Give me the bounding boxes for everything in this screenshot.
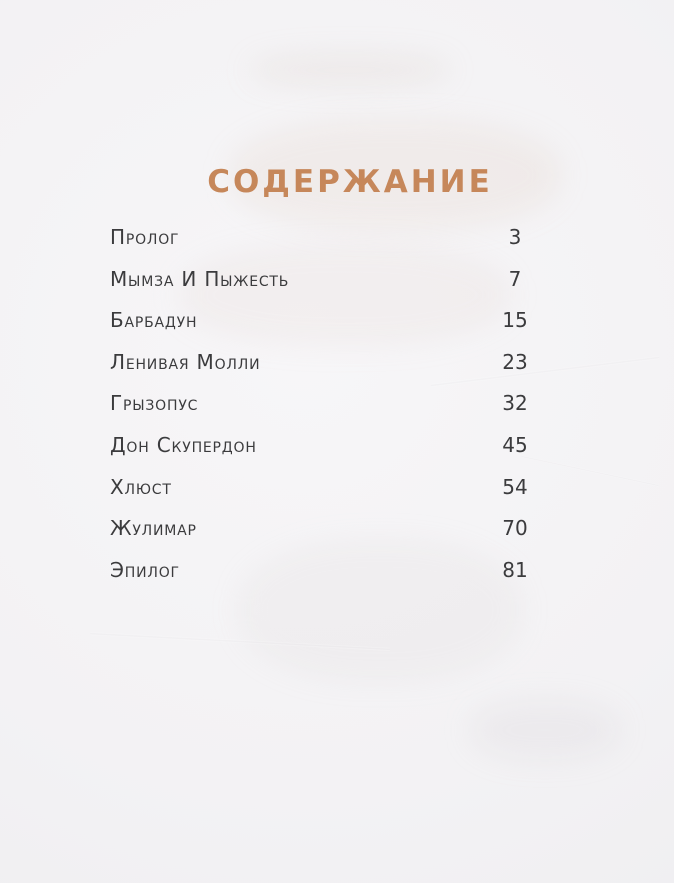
toc-entry-page-number: 3 [508,225,522,249]
toc-entry [110,268,540,310]
toc-entry-page-number: 45 [502,432,528,457]
paper-crease [90,632,390,651]
toc-entry-title: Грызопус [110,391,199,416]
toc-entry [110,476,540,518]
toc-entry-page-number: 54 [502,474,528,499]
paper-crease [521,455,658,486]
toc-entry [110,517,540,559]
toc-entry-page-number: 81 [502,557,528,582]
toc-entry-title: Жулимар [110,516,197,541]
toc-entry [110,309,540,351]
toc-entry [110,434,540,476]
toc-entry-title: Хлюст [110,474,172,499]
toc-entry [110,392,540,434]
toc-entry-page-number: 7 [508,266,522,291]
toc-entry [110,226,540,268]
toc-entry-title: Ленивая Молли [110,349,261,374]
toc-entry [110,351,540,393]
toc-entry [110,559,540,601]
toc-entry-title: Эпилог [110,557,180,582]
cover-show-through-ghost [250,55,450,85]
toc-entry-page-number: 15 [502,308,528,333]
table-of-contents [110,226,540,600]
contents-heading: СОДЕРЖАНИЕ [207,164,493,200]
toc-entry-title: Дон Скупердон [110,432,257,457]
toc-entry-page-number: 70 [502,516,528,541]
cover-show-through-ghost [470,700,620,760]
toc-entry-title: Барбадун [110,308,198,333]
toc-entry-page-number: 32 [502,391,528,416]
toc-entry-page-number: 23 [502,349,528,374]
toc-entry-title: Мымза И Пыжесть [110,266,290,291]
toc-entry-title: Пролог [110,225,180,249]
